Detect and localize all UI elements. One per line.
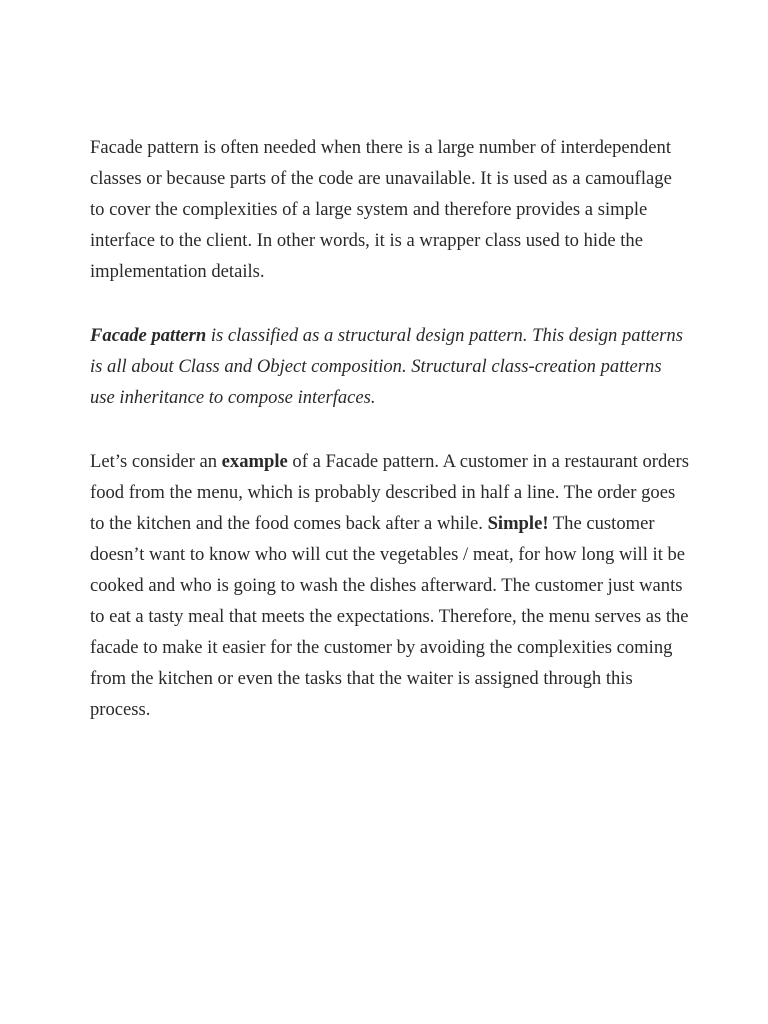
paragraph-restaurant-example bbox=[90, 446, 690, 725]
paragraph-text: The customer doesn’t want to know who will cut the vegetables / meat, for how long will it be cooked and who is going to wash the dishes afterward. The customer just wants to eat a tasty meal that meets the expectations. Therefore, the menu serves as the facade to make it easier for the customer by avoiding the complexities coming from the kitchen or even the tasks that the waiter is assigned through this process. bbox=[90, 513, 689, 720]
bold-term-simple: Simple! bbox=[487, 513, 549, 534]
paragraph-text: Let’s consider an bbox=[90, 451, 222, 472]
paragraph-facade-intro bbox=[90, 132, 690, 287]
bold-term-example: example bbox=[221, 451, 288, 472]
paragraph-text: Facade pattern is often needed when there is a large number of interdependent classes or because parts of the code are unavailable. It is used as a camouflage to cover the complexities of a large system and therefore provides a simple interface to the client. In other words, it is a wrapper class used to hide the implementation details. bbox=[90, 137, 672, 282]
article-body bbox=[90, 132, 690, 758]
paragraph-structural-classification bbox=[90, 320, 690, 413]
paragraph-text: is classified as a structural design pattern. This design patterns is all about Class and Object composition. Structural class-creation patterns use inheritance to compose interfaces. bbox=[90, 325, 683, 408]
paragraph-text: of a Facade pattern. A customer in a restaurant orders food from the menu, which is probably described in half a line. The order goes to the kitchen and the food comes back after a while. bbox=[90, 451, 689, 534]
bold-term-facade-pattern: Facade pattern bbox=[90, 325, 207, 346]
